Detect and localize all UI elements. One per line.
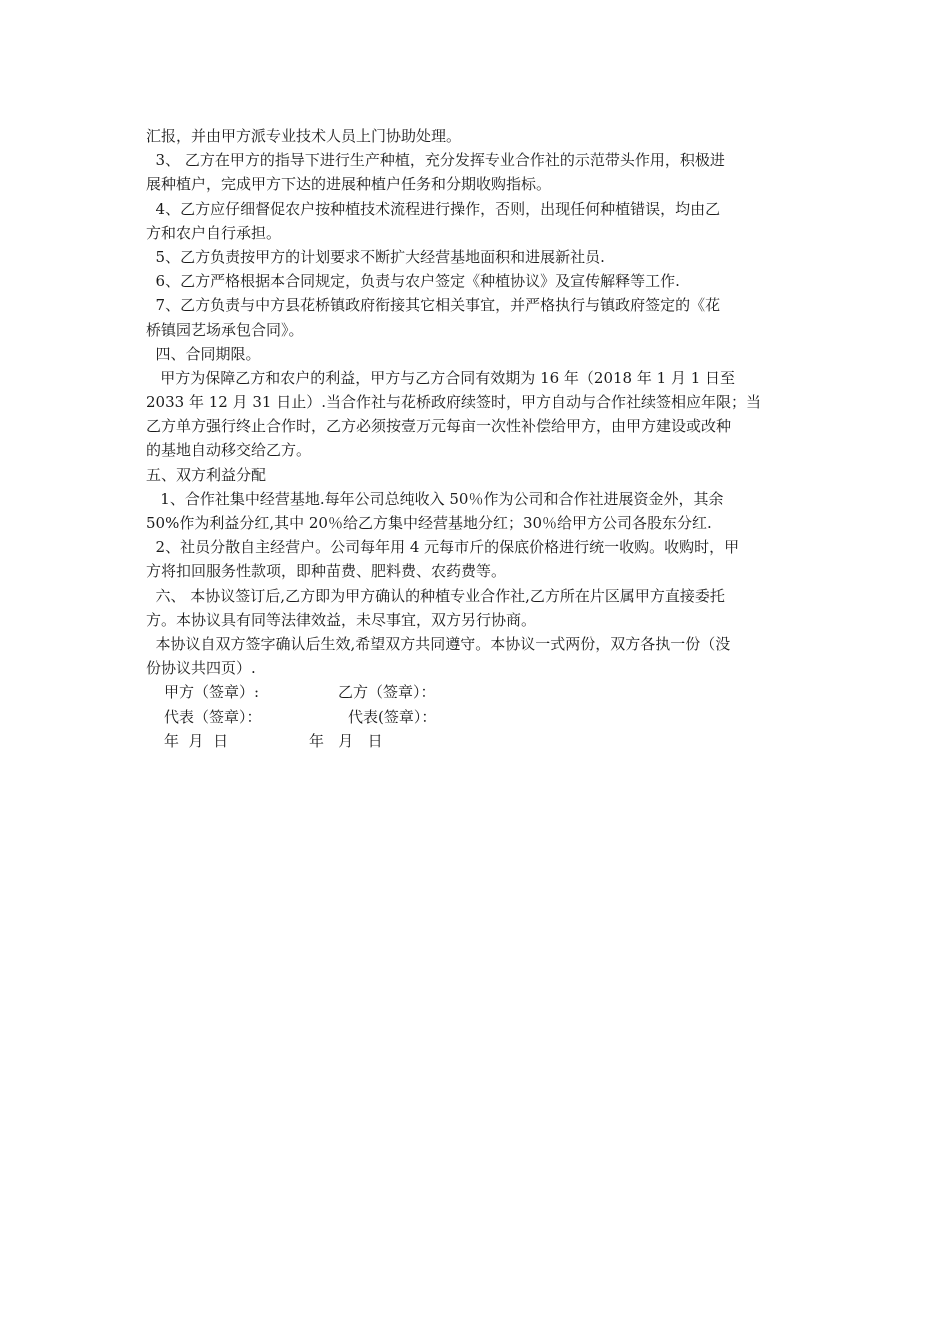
party-a-signature-label: 甲方（签章）: <box>164 683 260 702</box>
party-b-signature-label: 乙方（签章）： <box>338 683 436 702</box>
date-b-label: 年 月 日 <box>309 731 383 750</box>
body-line: 7、乙方负责与中方县花桥镇政府衔接其它相关事宜，并严格执行与镇政府签定的《花 <box>146 296 721 315</box>
contract-page <box>146 124 806 753</box>
date-row <box>146 729 806 753</box>
rep-a-signature-label: 代表（签章）： <box>164 707 262 726</box>
section-heading-profit: 五、双方利益分配 <box>146 465 267 484</box>
body-line: 4、乙方应仔细督促农户按种植技术流程进行操作，否则，出现任何种植错误，均由乙 <box>146 199 721 218</box>
body-line: 甲方为保障乙方和农户的利益，甲方与乙方合同有效期为 16 年（2018 年 1 月 1 日至 <box>146 368 736 387</box>
section-heading-term: 四、合同期限。 <box>146 344 261 363</box>
body-line: 6、乙方严格根据本合同规定，负责与农户签定《种植协议》及宣传解释等工作. <box>146 272 680 291</box>
body-line: 份协议共四页）. <box>146 659 256 678</box>
body-line: 方和农户自行承担。 <box>146 223 282 242</box>
body-line: 2033 年 12 月 31 日止）.当合作社与花桥政府续签时，甲方自动与合作社续签相应年限；当 <box>146 393 761 412</box>
body-line: 六、 本协议签订后,乙方即为甲方确认的种植专业合作社,乙方所在片区属甲方直接委托 <box>146 586 725 605</box>
body-line: 汇报，并由甲方派专业技术人员上门协助处理。 <box>146 127 462 145</box>
body-line: 桥镇园艺场承包合同》。 <box>146 320 304 339</box>
body-line: 3、 乙方在甲方的指导下进行生产种植，充分发挥专业合作社的示范带头作用，积极进 <box>146 151 725 170</box>
body-line: 乙方单方强行终止合作时，乙方必须按壹万元每亩一次性补偿给甲方，由甲方建设或改种 <box>146 417 732 436</box>
body-line: 方。本协议具有同等法律效益，未尽事宜，双方另行协商。 <box>146 610 537 629</box>
body-line: 本协议自双方签字确认后生效,希望双方共同遵守。本协议一式两份，双方各执一份（没 <box>146 634 731 653</box>
representative-row <box>146 705 806 729</box>
rep-b-signature-label: 代表(签章）： <box>348 707 437 726</box>
body-line: 5、乙方负责按甲方的计划要求不断扩大经营基地面积和进展新社员. <box>146 247 605 266</box>
body-line: 方将扣回服务性款项，即种苗费、肥料费、农药费等。 <box>146 562 507 581</box>
body-line: 1、合作社集中经营基地.每年公司总纯收入 50％作为公司和合作社进展资金外，其余 <box>146 489 724 508</box>
date-a-label: 年 月 日 <box>164 731 229 750</box>
body-line: 50%作为利益分红,其中 20％给乙方集中经营基地分红；30％给甲方公司各股东分红. <box>146 514 712 532</box>
body-line: 展种植户，完成甲方下达的进展种植户任务和分期收购指标。 <box>146 175 552 194</box>
body-line: 2、社员分散自主经营户。公司每年用 4 元每市斤的保底价格进行统一收购。收购时，甲 <box>146 538 740 557</box>
signature-row <box>146 680 806 704</box>
body-line: 的基地自动移交给乙方。 <box>146 441 312 460</box>
